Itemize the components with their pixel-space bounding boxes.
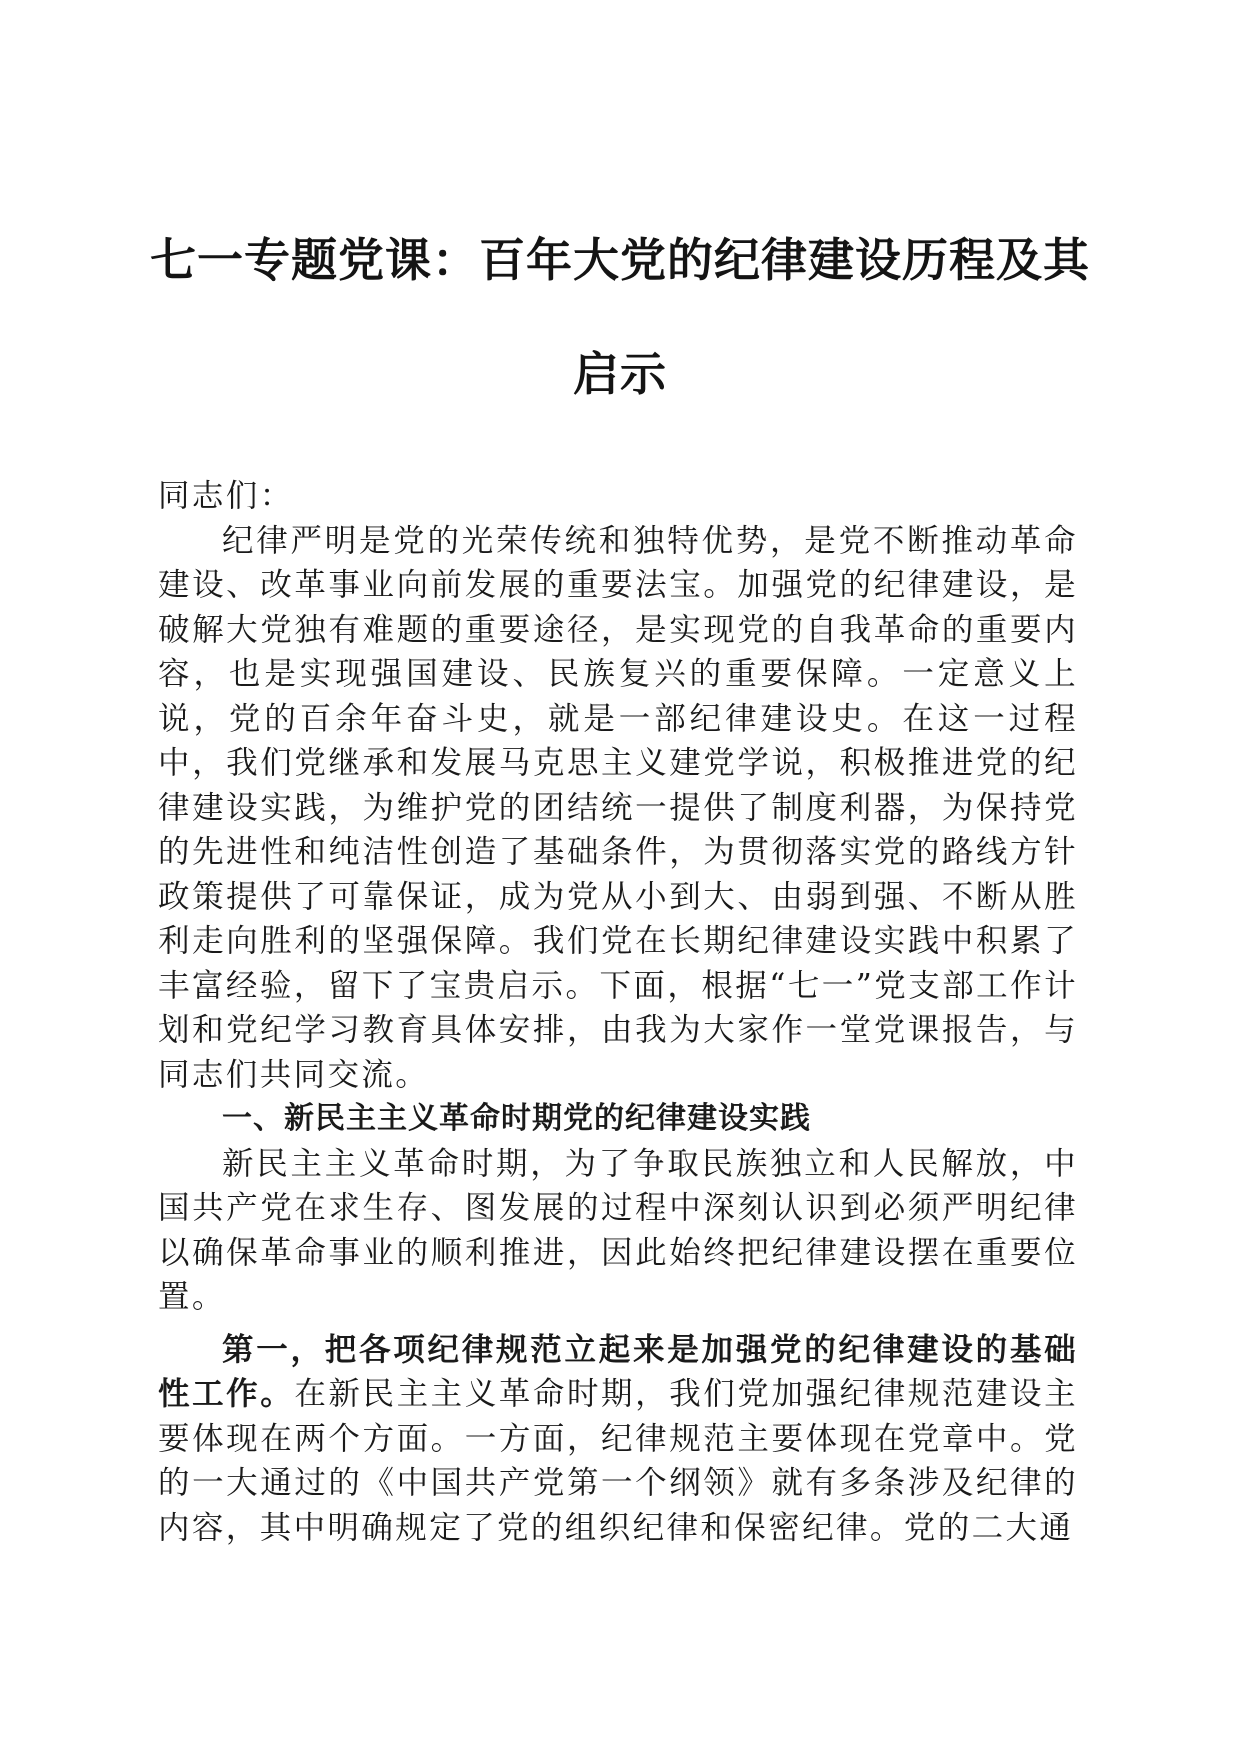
intro-paragraph: 纪律严明是党的光荣传统和独特优势，是党不断推动革命建设、改革事业向前发展的重要法宝。加强党的纪律建设，是破解大党独有难题的重要途径，是实现党的自我革命的重要内容，也是实现强国建设、民族复兴的重要保障。一定意义上说，党的百余年奋斗史，就是一部纪律建设史。在这一过程中，我们党继承和发展马克思主义建党学说，积极推进党的纪律建设实践，为维护党的团结统一提供了制度利器，为保持党的先进性和纯洁性创造了基础条件，为贯彻落实党的路线方针政策提供了可靠保证，成为党从小到大、由弱到强、不断从胜利走向胜利的坚强保障。我们党在长期纪律建设实践中积累了丰富经验，留下了宝贵启示。下面，根据“七一”党支部工作计划和党纪学习教育具体安排，由我为大家作一堂党课报告，与同志们共同交流。 [158,522,1078,1093]
point-1-text: 在新民主主义革命时期，我们党加强纪律规范建设主要体现在两个方面。一方面，纪律规范主要体现在党章中。党的一大通过的《中国共产党第一个纲领》就有多条涉及纪律的内容，其中明确规定了党的组织纪律和保密纪律。党的二大通 [158,1376,1078,1546]
section-1-heading: 一、新民主主义革命时期党的纪律建设实践 [222,1101,811,1136]
point-1-lead: 第一，把各项纪律规范立起来是加强党的纪律建设的基础性工作。 [158,1330,1078,1412]
salutation: 同志们： [158,478,294,514]
document-body [158,474,1078,1550]
document-title-line-1: 七一专题党课：百年大党的纪律建设历程及其 [150,233,1090,287]
point-1-paragraph [158,1328,1078,1551]
section-1-paragraph: 新民主主义革命时期，为了争取民族独立和人民解放，中国共产党在求生存、图发展的过程中深刻认识到必须严明纪律以确保革命事业的顺利推进，因此始终把纪律建设摆在重要位置。 [158,1145,1078,1315]
document-title-line-2: 启示 [573,347,667,401]
